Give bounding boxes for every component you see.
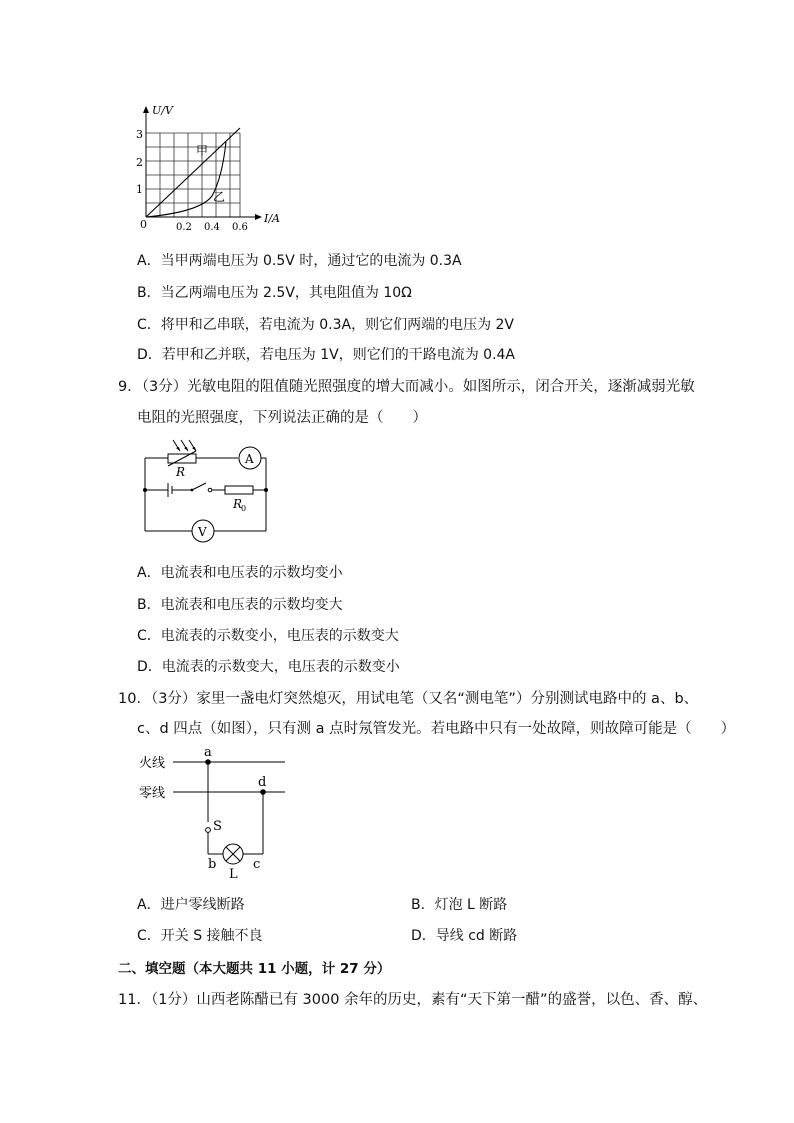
point-b: b	[208, 857, 217, 872]
y-tick-3: 3	[136, 128, 143, 141]
point-d: d	[258, 775, 267, 790]
live-wire-label: 火线	[139, 756, 166, 771]
q9-option-a: A．电流表和电压表的示数均变小	[137, 565, 343, 581]
q9-circuit	[135, 436, 285, 546]
x-tick-2: 0.4	[204, 222, 220, 233]
q10-option-c: C．开关 S 接触不良	[137, 928, 263, 944]
x-tick-3: 0.6	[232, 222, 248, 233]
section-2-title: 二、填空题（本大题共 11 小题，计 27 分）	[118, 961, 391, 977]
label-yi: 乙	[213, 190, 226, 204]
q10-option-b: B．灯泡 L 断路	[411, 897, 508, 913]
y-tick-2: 2	[136, 156, 143, 169]
q8-option-d: D．若甲和乙并联，若电压为 1V，则它们的干路电流为 0.4A	[137, 347, 516, 363]
ammeter-label: A	[245, 452, 254, 466]
lamp-l: L	[229, 867, 238, 882]
uv-graph	[130, 100, 290, 235]
q9-option-c: C．电流表的示数变小，电压表的示数变大	[137, 628, 399, 644]
q8-option-a: A．当甲两端电压为 0.5V 时，通过它的电流为 0.3A	[137, 253, 462, 269]
q10-circuit	[135, 744, 295, 882]
q10-stem-line2: c、d 四点（如图），只有测 a 点时氖管发光。若电路中只有一处故障，则故障可能是（ ）	[137, 721, 736, 737]
label-r: R	[176, 465, 186, 479]
q8-option-c: C．将甲和乙串联，若电流为 0.3A，则它们两端的电压为 2V	[137, 317, 515, 333]
q8-option-b: B．当乙两端电压为 2.5V，其电阻值为 10Ω	[137, 285, 412, 301]
q10-stem-line1: 10．（3分）家里一盏电灯突然熄灭，用试电笔（又名“测电笔”）分别测试电路中的 a、b、	[118, 691, 699, 707]
y-tick-1: 1	[136, 183, 143, 196]
q9-stem-line1: 9．（3分）光敏电阻的阻值随光照强度的增大而减小。如图所示，闭合开关，逐渐减弱光敏	[118, 379, 695, 395]
label-r0: R	[233, 497, 243, 511]
label-jia: 甲	[196, 144, 209, 158]
x-tick-1: 0.2	[176, 222, 192, 233]
point-c: c	[253, 857, 261, 872]
neutral-wire-label: 零线	[139, 786, 166, 801]
y-axis-label: U/V	[152, 104, 173, 117]
q9-option-b: B．电流表和电压表的示数均变大	[137, 597, 343, 613]
x-axis-label: I/A	[264, 212, 280, 225]
voltmeter-label: V	[198, 525, 207, 539]
q10-option-d: D．导线 cd 断路	[411, 928, 518, 944]
label-r0-sub: 0	[241, 504, 247, 513]
q9-stem-line2: 电阻的光照强度，下列说法正确的是（ ）	[137, 410, 427, 426]
origin-label: 0	[140, 218, 147, 231]
q9-option-d: D．电流表的示数变大，电压表的示数变小	[137, 659, 400, 675]
q11-stem-line1: 11．（1分）山西老陈醋已有 3000 余年的历史，素有“天下第一醋”的盛誉，以色、香、醇、	[118, 992, 708, 1008]
switch-s: S	[213, 819, 222, 834]
point-a: a	[204, 745, 212, 760]
q10-option-a: A．进户零线断路	[137, 897, 245, 913]
